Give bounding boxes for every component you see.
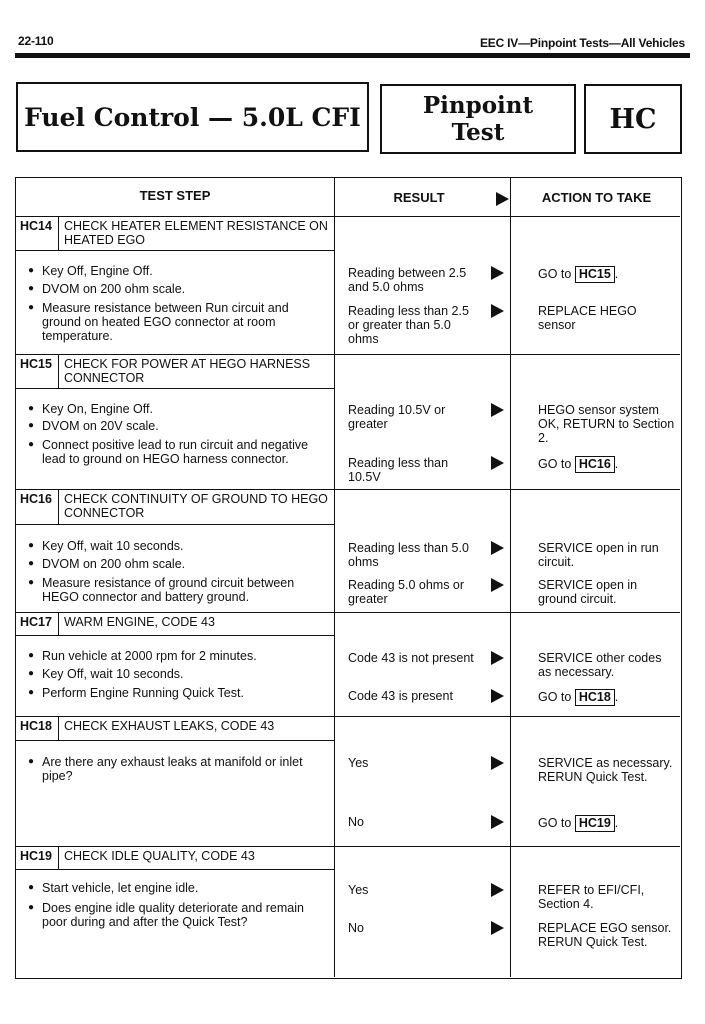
- step-bullet: ● DVOM on 200 ohm scale.: [28, 557, 318, 571]
- step-code: HC19: [20, 849, 52, 863]
- action-label: GO to: [538, 690, 572, 704]
- result-text: Yes: [348, 883, 369, 897]
- step-code-divider: [58, 846, 59, 869]
- action-label: REPLACE HEGO sensor: [538, 304, 637, 332]
- step-reference-box[interactable]: HC18: [575, 689, 615, 706]
- result-arrow-icon: [491, 689, 504, 703]
- action-text: [538, 266, 676, 283]
- step-title: CHECK EXHAUST LEAKS, CODE 43: [64, 719, 275, 733]
- result-arrow-icon: [491, 921, 504, 935]
- step-bullet: ● Perform Engine Running Quick Test.: [28, 686, 318, 700]
- step-bullet: ● Key Off, wait 10 seconds.: [28, 667, 318, 681]
- step-code-divider: [58, 354, 59, 388]
- action-label: HEGO sensor system OK, RETURN to Section 2.: [538, 403, 675, 445]
- action-text: [538, 921, 676, 949]
- step-code: HC15: [20, 357, 52, 371]
- action-text: [538, 456, 676, 473]
- step-code: HC17: [20, 615, 52, 629]
- step-bullet: ● Start vehicle, let engine idle.: [28, 881, 318, 895]
- step-separator: [16, 716, 680, 717]
- result-arrow-icon: [491, 756, 504, 770]
- action-label: SERVICE other codes as necessary.: [538, 651, 662, 679]
- step-bullet: ● Measure resistance between Run circuit and ground on heated EGO connector at room temperature.: [28, 301, 318, 343]
- result-text: Reading less than 10.5V: [348, 456, 449, 484]
- result-text: Yes: [348, 756, 369, 770]
- result-text: Code 43 is present: [348, 689, 453, 703]
- action-suffix: .: [614, 267, 619, 281]
- step-title-underline: [16, 388, 334, 389]
- result-arrow-icon: [491, 815, 504, 829]
- test-code-box: [584, 84, 682, 154]
- step-title: CHECK IDLE QUALITY, CODE 43: [64, 849, 255, 863]
- result-arrow-icon: [491, 403, 504, 417]
- step-code: HC14: [20, 219, 52, 233]
- result-text: Reading less than 2.5 or greater than 5.0 ohms: [348, 304, 469, 346]
- step-title-underline: [16, 524, 334, 525]
- step-code-divider: [58, 216, 59, 250]
- step-bullet: ● Key On, Engine Off.: [28, 402, 326, 416]
- step-separator: [16, 846, 680, 847]
- result-text: Reading 10.5V or greater: [348, 403, 446, 431]
- step-title-underline: [16, 869, 334, 870]
- header-divider: [16, 216, 680, 217]
- pinpoint-label: Pinpoint Test: [422, 92, 534, 146]
- result-text: Reading 5.0 ohms or greater: [348, 578, 465, 606]
- step-bullet: ● Does engine idle quality deteriorate and remain poor during and after the Quick Test?: [28, 901, 318, 929]
- action-label: SERVICE open in run circuit.: [538, 541, 659, 569]
- step-title: CHECK FOR POWER AT HEGO HARNESS CONNECTOR: [64, 357, 311, 385]
- result-text: No: [348, 815, 364, 829]
- result-arrow-icon: [491, 578, 504, 592]
- step-bullet: ● DVOM on 200 ohm scale.: [28, 282, 318, 296]
- action-label: GO to: [538, 267, 572, 281]
- action-suffix: .: [614, 816, 619, 830]
- step-bullet: ● Key Off, Engine Off.: [28, 264, 318, 278]
- action-text: [538, 815, 676, 832]
- step-bullet: ● Connect positive lead to run circuit and negative lead to ground on HEGO harness connector.: [28, 438, 326, 466]
- header-result-arrow-icon: [496, 192, 509, 206]
- step-reference-box[interactable]: HC15: [575, 266, 615, 283]
- action-column-line: [510, 178, 511, 977]
- title-box: [16, 82, 369, 152]
- header-result: RESULT: [393, 190, 445, 205]
- page-number: 22-110: [18, 34, 54, 48]
- result-arrow-icon: [491, 456, 504, 470]
- page-title: Fuel Control — 5.0L CFI: [24, 102, 361, 132]
- step-bullet: ● Measure resistance of ground circuit between HEGO connector and battery ground.: [28, 576, 318, 604]
- step-bullet: ● Are there any exhaust leaks at manifold or inlet pipe?: [28, 755, 328, 783]
- step-reference-box[interactable]: HC16: [575, 456, 615, 473]
- step-separator: [16, 612, 680, 613]
- action-label: REPLACE EGO sensor. RERUN Quick Test.: [538, 921, 672, 949]
- action-text: [538, 578, 676, 606]
- action-label: SERVICE open in ground circuit.: [538, 578, 638, 606]
- action-text: [538, 689, 676, 706]
- action-suffix: .: [614, 690, 619, 704]
- header-rule: [15, 53, 690, 58]
- pinpoint-table: [15, 177, 682, 979]
- step-bullet: ● Run vehicle at 2000 rpm for 2 minutes.: [28, 649, 318, 663]
- result-column-line: [334, 178, 335, 977]
- test-code: HC: [609, 103, 657, 135]
- result-text: No: [348, 921, 364, 935]
- step-title: CHECK CONTINUITY OF GROUND TO HEGO CONNECTOR: [64, 492, 328, 520]
- result-text: Reading less than 5.0 ohms: [348, 541, 469, 569]
- step-separator: [16, 354, 680, 355]
- step-code-divider: [58, 489, 59, 524]
- step-separator: [16, 489, 680, 490]
- result-text: Code 43 is not present: [348, 651, 474, 665]
- result-arrow-icon: [491, 266, 504, 280]
- result-arrow-icon: [491, 541, 504, 555]
- step-code-divider: [58, 612, 59, 635]
- action-label: SERVICE as necessary. RERUN Quick Test.: [538, 756, 673, 784]
- step-code: HC16: [20, 492, 52, 506]
- action-label: REFER to EFI/CFI, Section 4.: [538, 883, 645, 911]
- step-title-underline: [16, 740, 334, 741]
- pinpoint-box: [380, 84, 576, 154]
- result-arrow-icon: [491, 651, 504, 665]
- result-arrow-icon: [491, 304, 504, 318]
- step-bullet: ● Key Off, wait 10 seconds.: [28, 539, 318, 553]
- section-header: EEC IV—Pinpoint Tests—All Vehicles: [479, 36, 685, 50]
- header-test-step: TEST STEP: [139, 188, 211, 203]
- action-suffix: .: [614, 457, 619, 471]
- step-bullet: ● DVOM on 20V scale.: [28, 419, 326, 433]
- action-label: GO to: [538, 816, 572, 830]
- action-label: GO to: [538, 457, 572, 471]
- step-reference-box[interactable]: HC19: [575, 815, 615, 832]
- step-title: CHECK HEATER ELEMENT RESISTANCE ON HEATED EGO: [64, 219, 328, 247]
- action-text: [538, 304, 676, 332]
- action-text: [538, 651, 676, 679]
- step-code-divider: [58, 716, 59, 740]
- action-text: [538, 756, 676, 784]
- step-title-underline: [16, 635, 334, 636]
- step-title: WARM ENGINE, CODE 43: [64, 615, 215, 629]
- action-text: [538, 541, 676, 569]
- result-arrow-icon: [491, 883, 504, 897]
- result-text: Reading between 2.5 and 5.0 ohms: [348, 266, 467, 294]
- step-code: HC18: [20, 719, 52, 733]
- action-text: [538, 883, 676, 911]
- action-text: [538, 403, 676, 445]
- header-action: ACTION TO TAKE: [541, 190, 652, 205]
- step-title-underline: [16, 250, 334, 251]
